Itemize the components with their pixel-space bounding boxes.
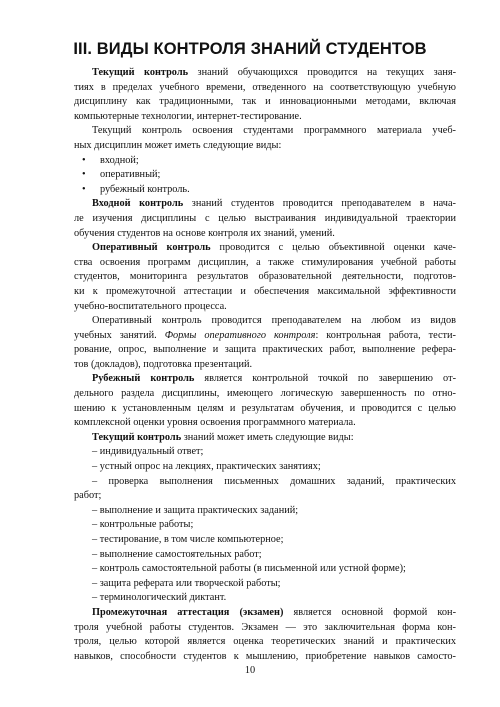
text-span: : контрольная работа, тести-: [315, 329, 456, 341]
text-span: знаний обучающихся проводится на текущих заня-: [188, 67, 456, 78]
paragraph-current-control-line: [74, 66, 456, 81]
dash-item: – проверка выполнения письменных домашних заданий, практических: [92, 475, 456, 487]
paragraph-operative-control-line: [74, 241, 456, 256]
bullet-item: • оперативный;: [74, 168, 456, 183]
text-line: Текущий контроль освоения студентами программного материала учеб-: [92, 125, 456, 137]
text-span: является основной формой кон-: [283, 606, 456, 618]
text-line: ки к промежуточной аттестации и обеспечения максимальной эффективности: [74, 285, 456, 297]
paragraph-milestone-control-line: [74, 372, 456, 387]
text-line: обучения студентов на основе контроля их знаний, умений.: [74, 227, 335, 239]
text-line: студентов, мониторинга результатов образовательной деятельности, подготов-: [74, 271, 456, 283]
text-line: ных дисциплин может иметь следующие виды:: [74, 139, 282, 151]
text-span: является контрольной точкой по завершению от-: [194, 373, 456, 385]
text-span: знаний студентов проводится преподавателем в нача-: [183, 198, 456, 210]
body-text: [74, 66, 456, 664]
text-line: ства освоения программ дисциплин, а также стимулирования учебной работы: [74, 256, 456, 268]
dash-item: – выполнение самостоятельных работ;: [92, 548, 262, 560]
dash-item: – устный опрос на лекциях, практических занятиях;: [92, 461, 321, 473]
text-line: троля, целью которой является оценка теоретических знаний и практических: [74, 636, 456, 648]
text-line: навыков, способности студентов к мышлению, приобретение навыков самосто-: [74, 650, 456, 662]
paragraph-attestation-line: [74, 606, 456, 621]
paragraph-forms-line: [74, 329, 456, 344]
text-line: комплексной оценки уровня освоения программного материала.: [74, 417, 356, 429]
text-span: знаний может иметь следующие виды:: [181, 431, 354, 443]
text-line: дельного раздела дисциплины, имеющего логическую завершенность по отно-: [74, 388, 456, 400]
text-line: компьютерные технологии, интернет-тестирование.: [74, 110, 302, 122]
text-line: рование, опрос, выполнение и защита практических работ, выполнение рефера-: [74, 344, 456, 356]
dash-item-continuation: работ;: [74, 490, 102, 502]
page-number: 10: [244, 665, 256, 676]
paragraph-entry-control-line: [74, 197, 456, 212]
dash-item: – защита реферата или творческой работы;: [92, 577, 281, 589]
term-intermediate-attestation: Промежуточная аттестация (экзамен): [92, 606, 284, 618]
term-milestone-control: Рубежный контроль: [92, 373, 195, 385]
term-operative-forms: Формы оперативного контроля: [164, 329, 316, 341]
text-span: проводится с целью объективной оценки каче-: [210, 242, 456, 254]
bullet-item: • рубежный контроль.: [74, 183, 456, 198]
dash-item: – терминологический диктант.: [92, 592, 227, 604]
bullet-item: • входной;: [74, 154, 456, 169]
paragraph-current-kinds-line: [74, 431, 456, 446]
text-line: учебно-воспитательного процесса.: [74, 300, 227, 312]
dash-item: – контроль самостоятельной работы (в письменной или устной форме);: [92, 563, 406, 575]
term-current-control: Текущий контроль: [92, 431, 182, 443]
text-line: ле изучения дисциплины с целью выстраивания индивидуальной траектории: [74, 212, 456, 224]
term-operative-control: Оперативный контроль: [92, 242, 211, 254]
text-line: троля учебной работы студентов. Экзамен — это заключительная форма кон-: [74, 621, 456, 633]
dash-item: – выполнение и защита практических заданий;: [92, 504, 299, 516]
text-line: тов (докладов), подготовка презентаций.: [74, 358, 253, 370]
text-line: тиях в пределах учебного времени, отведенного на соответствующую учебную: [74, 81, 456, 93]
text-span: учебных занятий.: [74, 329, 165, 341]
text-line: Оперативный контроль проводится преподавателем на любом из видов: [92, 315, 456, 327]
dash-item: – индивидуальный ответ;: [92, 446, 204, 458]
text-line: шению к установленным целям и результатам обучения, и проводится с целью: [74, 402, 456, 414]
dash-item: – контрольные работы;: [92, 519, 194, 531]
page-title: III. ВИДЫ КОНТРОЛЯ ЗНАНИЙ СТУДЕНТОВ: [73, 40, 427, 58]
term-current-control: Текущий контроль: [92, 67, 189, 78]
text-line: дисциплину как традиционными, так и инновационными методами, включая: [74, 96, 456, 108]
dash-item: – тестирование, в том числе компьютерное;: [92, 534, 284, 545]
term-entry-control: Входной контроль: [92, 198, 184, 210]
